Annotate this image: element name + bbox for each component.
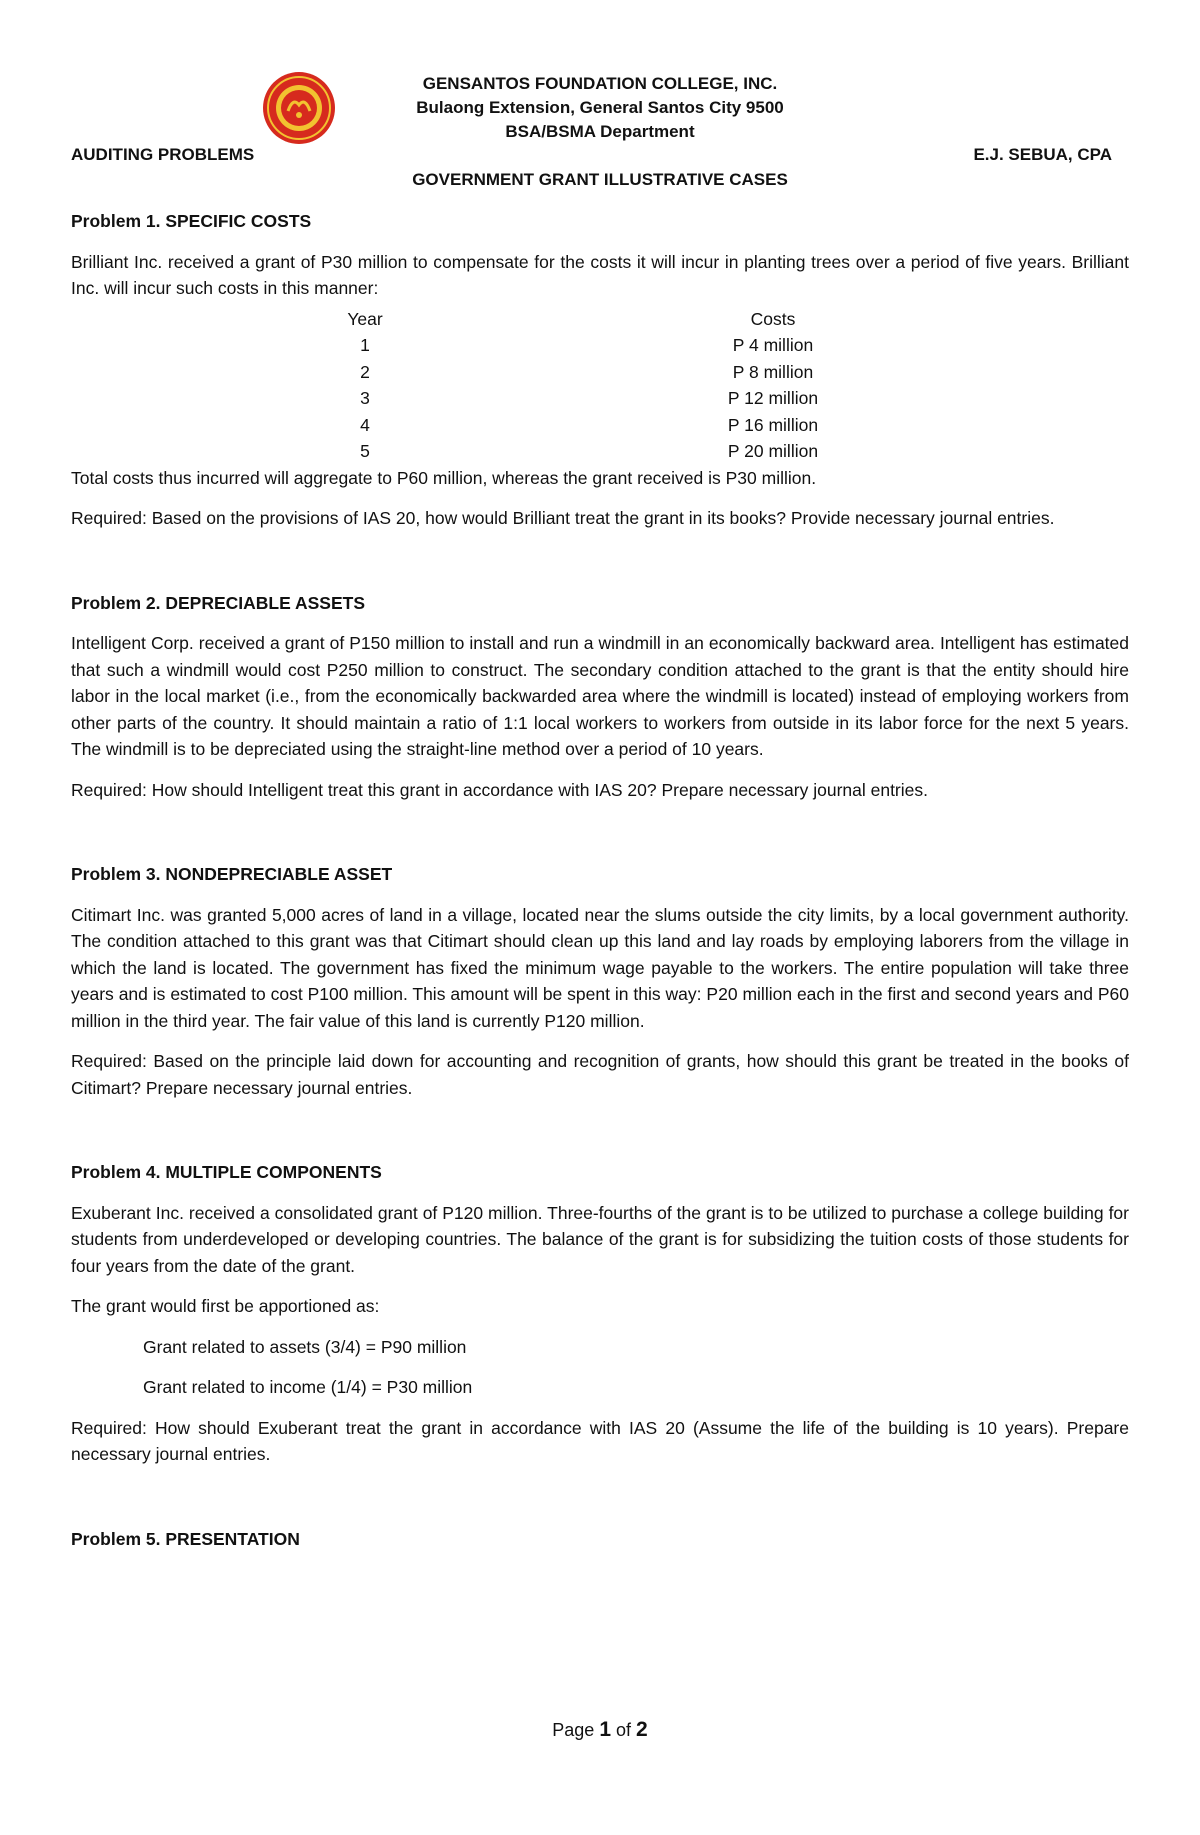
org-address: Bulaong Extension, General Santos City 9500 — [416, 98, 784, 117]
page-footer — [0, 1718, 1200, 1742]
of-word: of — [616, 1720, 632, 1740]
table-row — [271, 359, 865, 386]
problem-2-required: Required: How should Intelligent treat this grant in accordance with IAS 20? Prepare necessary journal entries. — [71, 779, 928, 800]
year-cell: 3 — [360, 388, 370, 408]
org-department: BSA/BSMA Department — [505, 122, 695, 141]
problem-1-intro: Brilliant Inc. received a grant of P30 million to compensate for the costs it will incur in planting trees over a period of five years. Brilliant Inc. will incur such costs in this manner: — [71, 251, 1129, 298]
year-cell: 4 — [360, 414, 370, 435]
problem-3-required: Required: Based on the principle laid down for accounting and recognition of grants, how should this grant be treated in the books of Citimart? Prepare necessary journal entries. — [71, 1051, 1129, 1098]
cost-cell: P 16 million — [727, 414, 819, 435]
page-word: Page — [552, 1720, 595, 1740]
table-row — [271, 412, 865, 439]
problem-3-heading: Problem 3. NONDEPRECIABLE ASSET — [71, 864, 393, 884]
page-number: 1 — [599, 1718, 611, 1741]
total-pages: 2 — [636, 1718, 648, 1741]
author-label: E.J. SEBUA, CPA — [973, 145, 1112, 164]
table-header-row — [271, 306, 865, 333]
year-cell: 5 — [360, 441, 370, 461]
problem-2-body: Intelligent Corp. received a grant of P150 million to install and run a windmill in an economically backward area. Intelligent has estimated that such a windmill would cost P250 million to construct. The secondary condition attached to the grant is that the entity should hire labor in the local market (i.e., from the economically backwarded area where the windmill is located) instead of employing workers from other parts of the country. It should maintain a ratio of 1:1 local workers to workers from outside in its labor force for the next 5 years. The windmill is to be depreciated using the straight-line method over a period of 10 years. — [71, 633, 1129, 759]
grant-income-line: Grant related to income (1/4) = P30 million — [143, 1377, 473, 1397]
grant-assets-line: Grant related to assets (3/4) = P90 million — [143, 1336, 467, 1357]
problem-4-apportion: The grant would first be apportioned as: — [71, 1296, 380, 1316]
costs-column-header: Costs — [750, 308, 796, 329]
subject-label: AUDITING PROBLEMS — [71, 145, 255, 164]
problem-1-required: Required: Based on the provisions of IAS 20, how would Brilliant treat the grant in its books? Provide necessary journal entries. — [71, 508, 1055, 528]
problem-2-heading: Problem 2. DEPRECIABLE ASSETS — [71, 592, 365, 613]
year-column-header: Year — [347, 308, 383, 329]
year-cell: 2 — [360, 361, 370, 382]
document-title: GOVERNMENT GRANT ILLUSTRATIVE CASES — [412, 170, 788, 189]
problem-5-heading: Problem 5. PRESENTATION — [71, 1528, 300, 1549]
year-cell: 1 — [360, 335, 370, 355]
problem-4-heading: Problem 4. MULTIPLE COMPONENTS — [71, 1162, 382, 1182]
org-name: GENSANTOS FOUNDATION COLLEGE, INC. — [422, 74, 778, 93]
problem-4-body: Exuberant Inc. received a consolidated grant of P120 million. Three-fourths of the grant is to be utilized to purchase a college building for students from underdeveloped or developing countries. The balance of the grant is for subsidizing the tuition costs of those students for four years from the date of the grant. — [71, 1202, 1129, 1276]
cost-cell: P 4 million — [732, 335, 814, 355]
table-row — [271, 438, 865, 465]
table-row — [271, 332, 865, 359]
cost-schedule-table — [271, 306, 865, 465]
cost-cell: P 8 million — [732, 361, 814, 382]
cost-cell: P 20 million — [727, 441, 819, 461]
problem-1-heading: Problem 1. SPECIFIC COSTS — [71, 211, 312, 231]
problem-4-required: Required: How should Exuberant treat the grant in accordance with IAS 20 (Assume the life of the building is 10 years). Prepare necessary journal entries. — [71, 1417, 1129, 1464]
document-body — [71, 208, 1129, 1566]
problem-1-total: Total costs thus incurred will aggregate to P60 million, whereas the grant received is P30 million. — [71, 467, 817, 488]
problem-3-body: Citimart Inc. was granted 5,000 acres of land in a village, located near the slums outside the city limits, by a local government authority. The condition attached to this grant was that Citimart should clean up this land and lay roads by employing laborers from the village in which the land is located. The government has fixed the minimum wage payable to the workers. The entire population will take three years and is estimated to cost P100 million. This amount will be spent in this way: P20 million each in the first and second years and P60 million in the third year. The fair value of this land is currently P120 million. — [71, 904, 1129, 1031]
table-row — [271, 385, 865, 412]
cost-cell: P 12 million — [727, 388, 819, 408]
